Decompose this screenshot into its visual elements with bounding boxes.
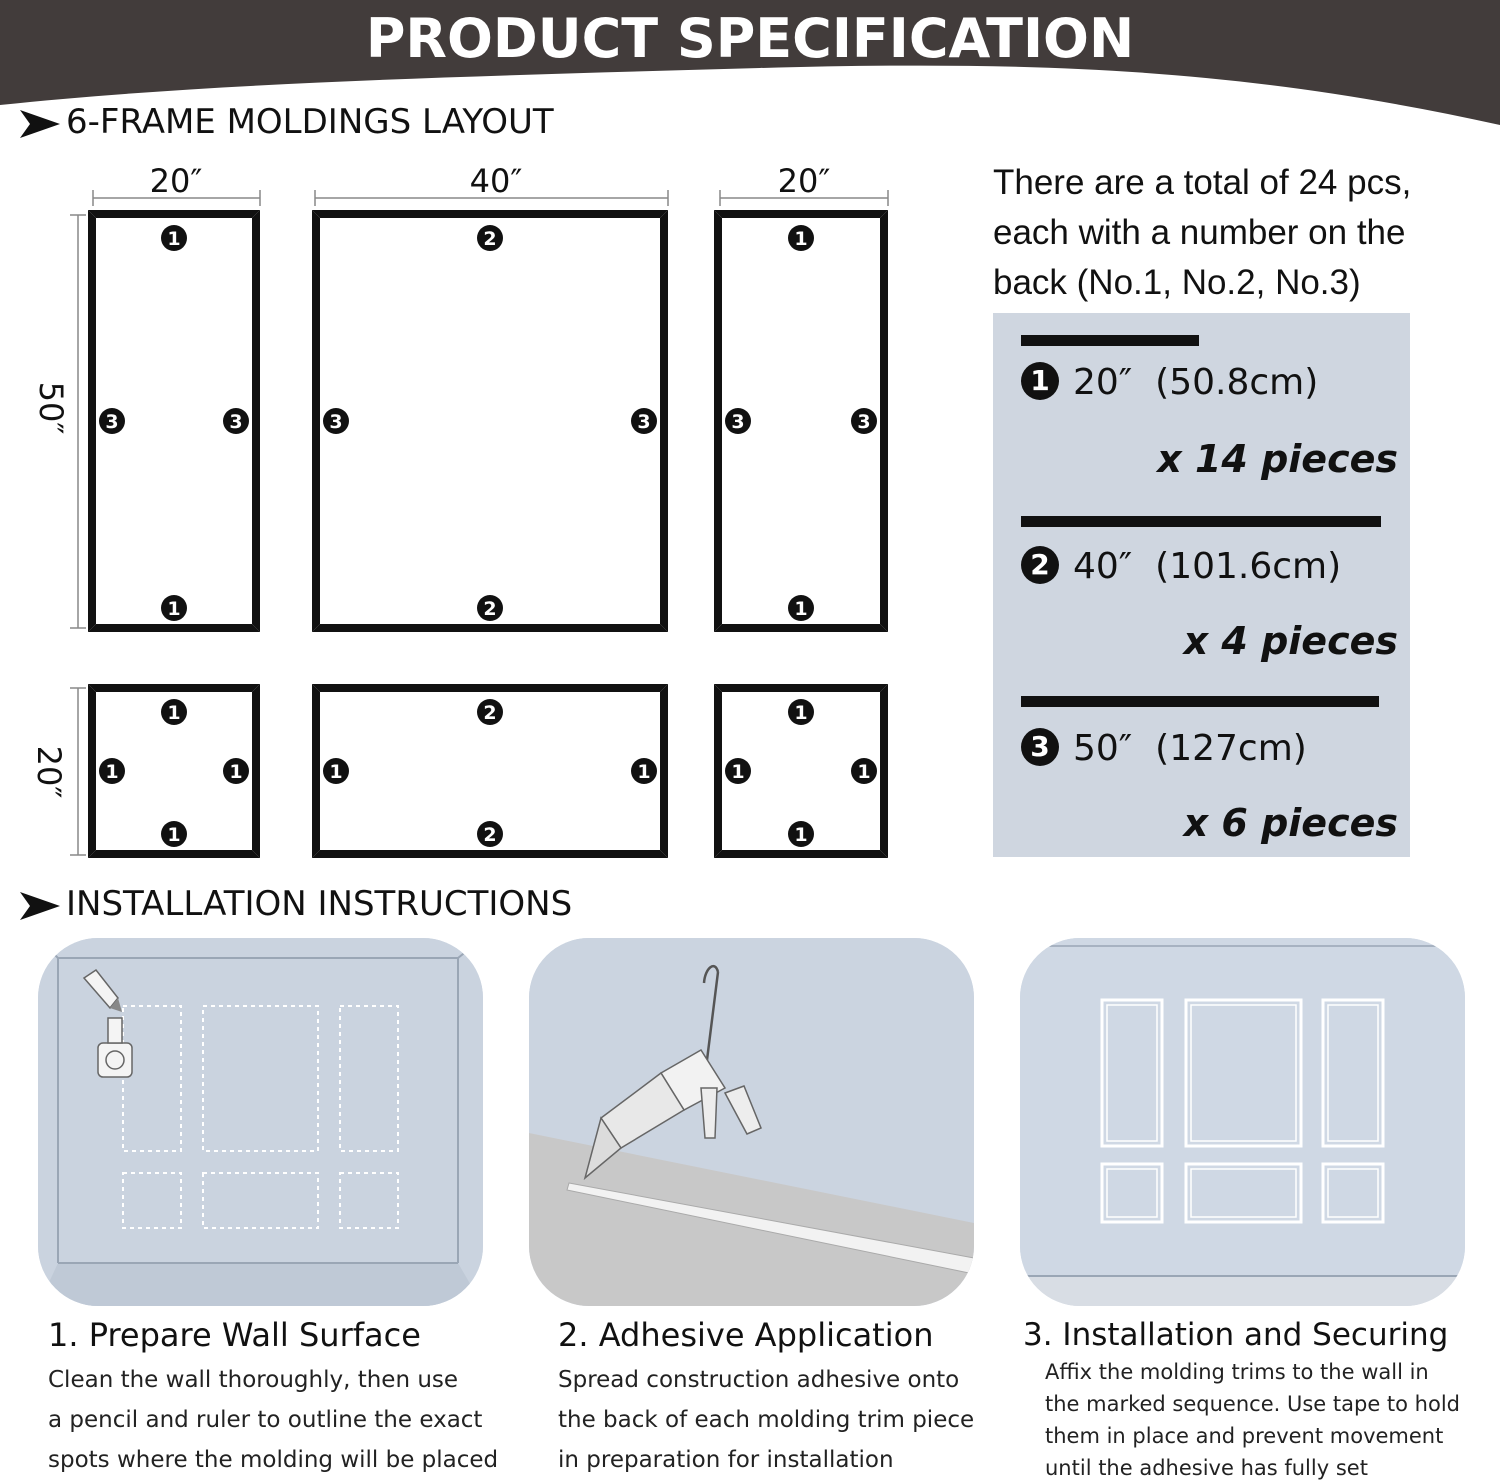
step-1-description	[48, 1360, 498, 1480]
layout-section-heading	[20, 102, 554, 142]
step-line: Spread construction adhesive onto	[558, 1367, 960, 1393]
molding-top	[714, 210, 888, 218]
molding-right	[252, 210, 260, 632]
molding-number-1-icon	[99, 758, 125, 784]
molding-number-3-icon	[99, 408, 125, 434]
molding-number-1-icon	[788, 821, 814, 847]
svg-text:3: 3	[105, 411, 119, 433]
molding-number-1-icon	[223, 758, 249, 784]
install-heading-text: INSTALLATION INSTRUCTIONS	[66, 884, 573, 924]
install-section-heading	[20, 884, 572, 924]
svg-text:1: 1	[329, 761, 343, 783]
legend-item-3	[1021, 727, 1307, 771]
molding-top	[88, 210, 260, 218]
step-line: the back of each molding trim piece	[558, 1407, 975, 1433]
height-label-tall: 50″	[32, 381, 70, 435]
molding-number-1-icon	[323, 758, 349, 784]
svg-text:1: 1	[167, 228, 181, 250]
svg-text:1: 1	[731, 761, 745, 783]
step-line: them in place and prevent movement	[1045, 1424, 1444, 1448]
legend-metric: (101.6cm)	[1155, 546, 1342, 587]
svg-text:1: 1	[857, 761, 871, 783]
svg-text:1: 1	[794, 598, 808, 620]
number-2-icon: 2	[1021, 546, 1059, 584]
molding-number-1-icon	[161, 595, 187, 621]
molding-right	[660, 210, 668, 632]
legend-qty-3: x 6 pieces	[1183, 801, 1398, 845]
molding-number-1-icon	[725, 758, 751, 784]
step-line: in preparation for installation	[558, 1447, 894, 1473]
svg-text:2: 2	[483, 228, 497, 250]
molding-bottom	[88, 850, 260, 858]
molding-number-3-icon	[223, 408, 249, 434]
svg-text:1: 1	[794, 702, 808, 724]
legend-size: 20″	[1073, 362, 1133, 403]
step-1-illustration	[38, 938, 483, 1306]
molding-bottom	[312, 624, 668, 632]
step-2-illustration	[529, 938, 974, 1306]
molding-number-2-icon	[477, 821, 503, 847]
summary-line: each with a number on the	[993, 213, 1406, 252]
svg-text:1: 1	[167, 598, 181, 620]
molding-left	[312, 210, 320, 632]
molding-bottom	[312, 850, 668, 858]
legend-metric: (127cm)	[1155, 728, 1307, 769]
molding-number-2-icon	[477, 699, 503, 725]
molding-right	[880, 684, 888, 858]
arrow-icon	[20, 110, 60, 138]
molding-number-2-icon	[477, 595, 503, 621]
molding-bar-1	[1021, 335, 1199, 346]
molding-layout-diagram	[0, 150, 960, 870]
molding-left	[88, 684, 96, 858]
pieces-summary	[993, 158, 1483, 308]
svg-text:1: 1	[794, 228, 808, 250]
molding-bar-2	[1021, 516, 1381, 527]
width-label-right: 20″	[777, 162, 831, 200]
step-line: Clean the wall thoroughly, then use	[48, 1367, 459, 1393]
svg-text:2: 2	[483, 598, 497, 620]
molding-number-3-icon	[323, 408, 349, 434]
molding-top	[714, 684, 888, 692]
layout-heading-text: 6-FRAME MOLDINGS LAYOUT	[66, 102, 554, 142]
legend-qty-2: x 4 pieces	[1183, 619, 1398, 663]
legend-item-1	[1021, 361, 1318, 405]
molding-number-1-icon	[788, 699, 814, 725]
molding-number-1-icon	[788, 225, 814, 251]
molding-number-3-icon	[851, 408, 877, 434]
molding-bottom	[714, 624, 888, 632]
molding-number-2-icon	[477, 225, 503, 251]
molding-left	[714, 210, 722, 632]
step-1-title: 1. Prepare Wall Surface	[48, 1316, 421, 1354]
legend-item-2	[1021, 545, 1341, 589]
legend-metric: (50.8cm)	[1155, 362, 1319, 403]
number-1-icon: 1	[1021, 362, 1059, 400]
arrow-icon	[20, 892, 60, 920]
molding-number-3-icon	[725, 408, 751, 434]
svg-text:3: 3	[329, 411, 343, 433]
molding-right	[660, 684, 668, 858]
legend-qty-1: x 14 pieces	[1157, 437, 1398, 481]
step-2-title: 2. Adhesive Application	[558, 1316, 934, 1354]
svg-text:1: 1	[105, 761, 119, 783]
width-label-left: 20″	[149, 162, 203, 200]
legend-size: 40″	[1073, 546, 1133, 587]
svg-text:3: 3	[637, 411, 651, 433]
step-3-title: 3. Installation and Securing	[1023, 1317, 1449, 1353]
molding-left	[312, 684, 320, 858]
pieces-legend	[993, 313, 1410, 857]
summary-line: back (No.1, No.2, No.3)	[993, 263, 1361, 302]
page-title: PRODUCT SPECIFICATION	[365, 7, 1135, 70]
step-3-illustration	[1020, 938, 1465, 1306]
molding-left	[714, 684, 722, 858]
molding-number-3-icon	[631, 408, 657, 434]
width-label-middle: 40″	[469, 162, 523, 200]
molding-bottom	[714, 850, 888, 858]
number-3-icon: 3	[1021, 728, 1059, 766]
step-2-description	[558, 1360, 974, 1480]
molding-number-1-icon	[851, 758, 877, 784]
molding-number-1-icon	[788, 595, 814, 621]
svg-text:3: 3	[731, 411, 745, 433]
height-label-short: 20″	[30, 745, 68, 799]
svg-text:1: 1	[229, 761, 243, 783]
step-3-description	[1045, 1356, 1460, 1484]
svg-text:2: 2	[483, 702, 497, 724]
step-line: the marked sequence. Use tape to hold	[1045, 1392, 1460, 1416]
molding-bar-3	[1021, 696, 1379, 707]
svg-text:1: 1	[167, 702, 181, 724]
svg-text:3: 3	[229, 411, 243, 433]
svg-text:1: 1	[637, 761, 651, 783]
molding-bottom	[88, 624, 260, 632]
molding-top	[312, 684, 668, 692]
step-line: until the adhesive has fully set	[1045, 1456, 1368, 1480]
molding-top	[88, 684, 260, 692]
step-line: a pencil and ruler to outline the exact	[48, 1407, 483, 1433]
svg-text:1: 1	[794, 824, 808, 846]
svg-text:1: 1	[167, 824, 181, 846]
molding-right	[252, 684, 260, 858]
summary-line: There are a total of 24 pcs,	[993, 163, 1412, 202]
molding-number-1-icon	[161, 821, 187, 847]
svg-text:3: 3	[857, 411, 871, 433]
molding-right	[880, 210, 888, 632]
legend-size: 50″	[1073, 728, 1133, 769]
molding-number-1-icon	[161, 225, 187, 251]
step-line: spots where the molding will be placed	[48, 1447, 499, 1473]
step-line: Affix the molding trims to the wall in	[1045, 1360, 1429, 1384]
molding-number-1-icon	[161, 699, 187, 725]
molding-number-1-icon	[631, 758, 657, 784]
molding-left	[88, 210, 96, 632]
svg-text:2: 2	[483, 824, 497, 846]
molding-top	[312, 210, 668, 218]
